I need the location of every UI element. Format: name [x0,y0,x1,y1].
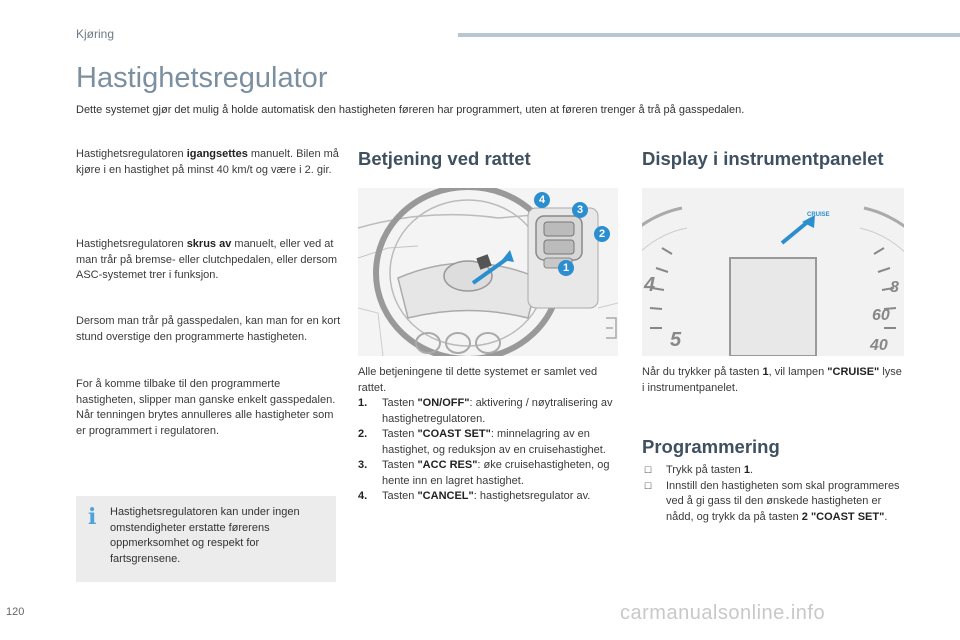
heading-steering-controls: Betjening ved rattet [358,148,531,169]
checkbox-bullet-icon: ☐ [644,465,653,475]
section-label: Kjøring [76,27,115,41]
list-item: ☐ Trykk på tasten 1. [642,463,904,479]
paragraph-deactivation: Hastighetsregulatoren skrus av manuelt, eller ved at man trår på bremse- eller clutchpedalen, eller dersom ASC-systemet trer i funksjon. [76,238,338,281]
tick-label: 60 [872,307,890,324]
info-box [76,496,336,582]
header-bar [458,33,960,37]
instrument-cluster-illustration [642,188,904,356]
page-title: Hastighetsregulator [76,62,328,94]
page-number: 120 [6,606,25,618]
paragraph-accelerator: Dersom man trår på gasspedalen, kan man for en kort stund overstige den programmerte hastigheten. [76,315,341,343]
heading-instrument-display: Display i instrumentpanelet [642,148,884,169]
tick-label: 4 [644,274,656,296]
control-steps [358,396,620,505]
steering-controls-text [358,365,620,505]
step-item: 2. Tasten "COAST SET": minnelagring av en hastighet, og reduksjon av en cruisehastighet. [358,428,606,456]
intro-text: Dette systemet gjør det mulig å holde automatisk den hastigheten føreren har programmert, uten at føreren trenger å trå på gasspedalen. [76,104,745,116]
badge-2: 2 [594,226,610,242]
info-icon: i [88,504,97,530]
programming-list [642,463,904,525]
steering-wheel-illustration [358,188,618,356]
tick-label: 8 [890,279,899,296]
step-item: 4. Tasten "CANCEL": hastighetsregulator av. [358,490,591,502]
badge-3: 3 [572,202,588,218]
tick-label: 40 [870,337,888,354]
badge-1: 1 [558,260,574,276]
paragraph-activation: Hastighetsregulatoren igangsettes manuelt. Bilen må kjøre i en hastighet på minst 40 km/t og være i 2. gir. [76,148,339,176]
tick-label: 5 [670,329,682,351]
display-text: Når du trykker på tasten 1, vil lampen "CRUISE" lyse i instrumentpanelet. [642,366,902,394]
steering-lead: Alle betjeningene til dette systemet er samlet ved rattet. [358,366,598,394]
info-text: Hastighetsregulatoren kan under ingen omstendigheter erstatte førerens oppmerksomhet og respekt for fartsgrensene. [110,506,300,565]
paragraph-return: For å komme tilbake til den programmerte hastigheten, slipper man ganske enkelt gasspedalen. Når tenningen brytes annulleres alle hastigheter som er programmert i regulatoren. [76,378,336,437]
cruise-lamp: CRUISE [807,212,830,218]
list-item: ☐ Innstill den hastigheten som skal programmeres ved å gi gass til den ønskede hastigheten er nådd, og trykk da på tasten 2 "COAST SET". [644,479,900,523]
step-item: 1. Tasten "ON/OFF": aktivering / nøytralisering av hastighetregulatoren. [358,397,613,425]
checkbox-bullet-icon: ☐ [644,480,653,491]
instrument-cluster-drawing [642,188,904,356]
step-item: 3. Tasten "ACC RES": øke cruisehastigheten, og hente inn en lagret hastighet. [358,459,610,487]
heading-programming: Programmering [642,436,780,457]
watermark: carmanualsonline.info [620,602,826,624]
badge-4: 4 [534,192,550,208]
